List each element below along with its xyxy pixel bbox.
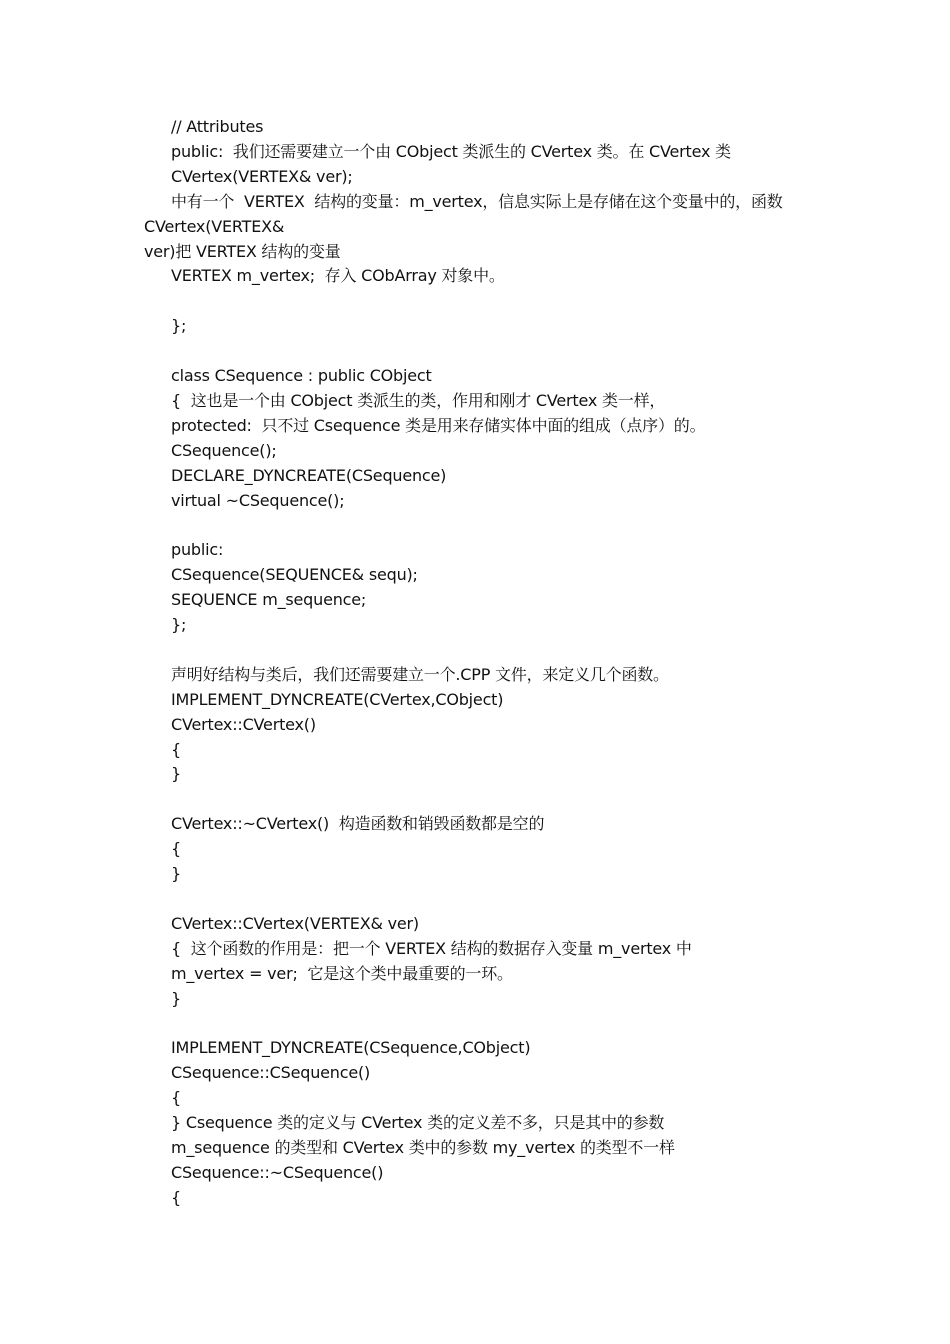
text-line: CSequence::~CSequence() (171, 1162, 384, 1182)
text-line: { (171, 1088, 181, 1108)
text-line: { (171, 1187, 181, 1207)
text-line: CVertex(VERTEX& (144, 216, 285, 236)
text-line: // Attributes (171, 117, 264, 136)
text-line: protected: 只不过 Csequence 类是用来存储实体中面的组成（点序）的。 (171, 415, 706, 435)
text-line: public: (171, 540, 224, 560)
text-line: SEQUENCE m_sequence; (171, 590, 367, 610)
text-line: } (171, 764, 181, 784)
text-line: } (171, 988, 181, 1008)
text-line: m_sequence 的类型和 CVertex 类中的参数 my_vertex 的类型不一样 (171, 1137, 675, 1157)
text-line: CVertex::~CVertex() 构造函数和销毁函数都是空的 (171, 814, 545, 834)
text-line: { 这也是一个由 CObject 类派生的类，作用和刚才 CVertex 类一样， (171, 390, 666, 410)
text-line: } Csequence 类的定义与 CVertex 类的定义差不多，只是其中的参数 (171, 1113, 665, 1132)
text-line: 声明好结构与类后，我们还需要建立一个.CPP 文件，来定义几个函数。 (171, 664, 669, 684)
text-line: CVertex(VERTEX& ver); (171, 166, 353, 186)
text-line: { (171, 739, 181, 759)
text-line: virtual ~CSequence(); (171, 490, 345, 510)
text-line: public: 我们还需要建立一个由 CObject 类派生的 CVertex 类。在 CVertex 类 (171, 141, 731, 161)
text-line: { 这个函数的作用是：把一个 VERTEX 结构的数据存入变量 m_vertex 中 (171, 938, 692, 958)
text-line: }; (171, 316, 187, 336)
text-line: CSequence(); (171, 440, 277, 460)
text-line: }; (171, 615, 187, 634)
text-line: VERTEX m_vertex; 存入 CObArray 对象中。 (171, 266, 505, 286)
text-line: IMPLEMENT_DYNCREATE(CSequence,CObject) (171, 1038, 531, 1058)
text-line: } (171, 864, 181, 883)
text-line: IMPLEMENT_DYNCREATE(CVertex,CObject) (171, 689, 504, 709)
text-line: CVertex::CVertex() (171, 714, 316, 734)
text-line: { (171, 839, 181, 859)
text-line: CSequence(SEQUENCE& sequ); (171, 565, 418, 585)
text-line: class CSequence : public CObject (171, 366, 432, 385)
text-line: DECLARE_DYNCREATE(CSequence) (171, 465, 447, 485)
text-line: CSequence::CSequence() (171, 1063, 371, 1083)
text-line: 中有一个 VERTEX 结构的变量：m_vertex，信息实际上是存储在这个变量中的，函数 (171, 191, 783, 211)
text-line: m_vertex = ver; 它是这个类中最重要的一环。 (171, 963, 513, 983)
text-line: CVertex::CVertex(VERTEX& ver) (171, 913, 419, 933)
text-line: ver)把 VERTEX 结构的变量 (144, 241, 341, 261)
